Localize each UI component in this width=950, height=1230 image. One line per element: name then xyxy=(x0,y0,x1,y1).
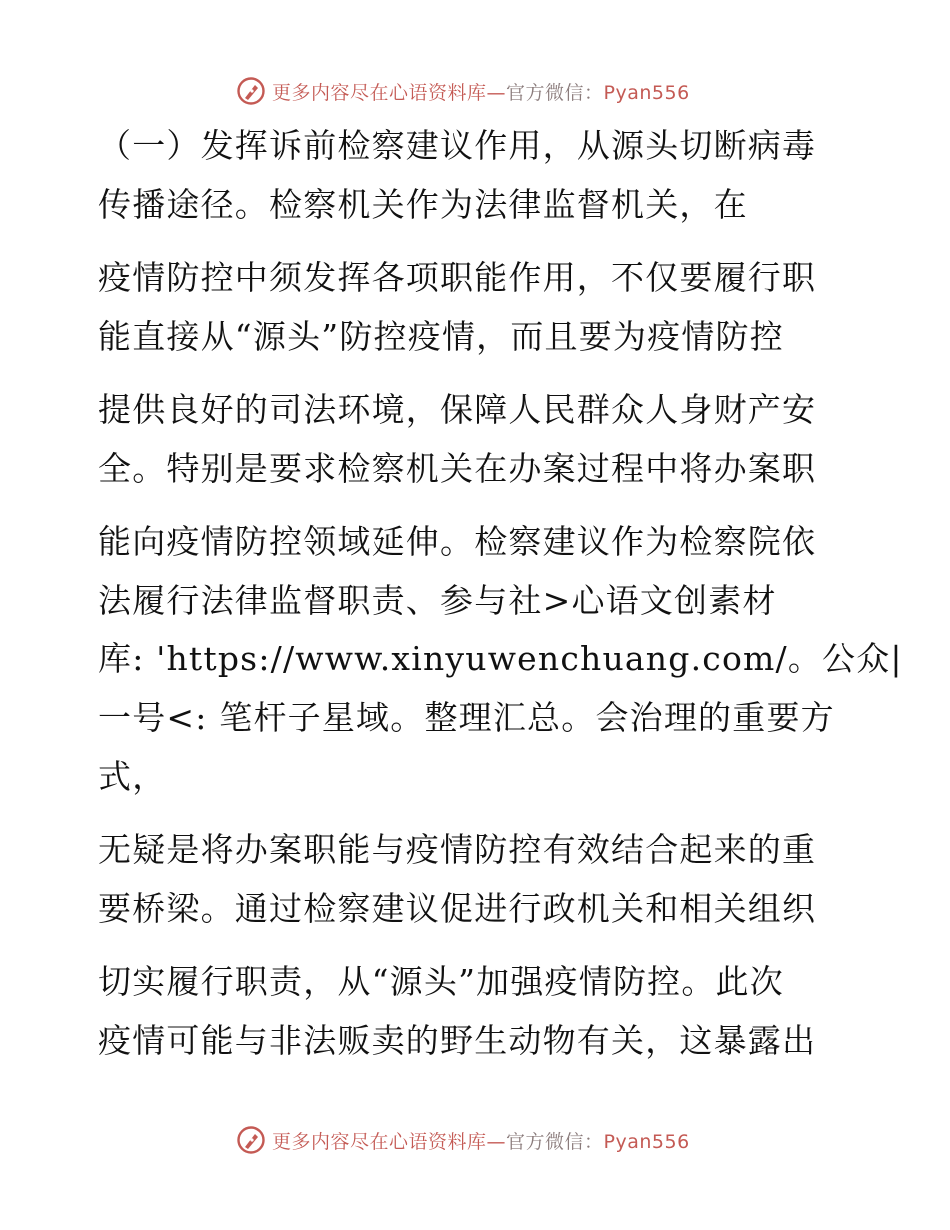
text-line: 全。特别是要求检察机关在办案过程中将办案职 xyxy=(98,449,817,488)
banner-main-text: 更多内容尽在心语资料库 xyxy=(272,1130,487,1153)
text-line: 一号<: 笔杆子星域。整理汇总。会治理的重要方 xyxy=(98,698,835,737)
text-line: 能直接从“源头”防控疫情，而且要为疫情防控 xyxy=(98,317,784,356)
banner-main-text: 更多内容尽在心语资料库 xyxy=(272,81,487,104)
banner-official-label: 官方微信： xyxy=(506,81,604,104)
text-line: 式， xyxy=(98,757,167,796)
banner-separator: — xyxy=(486,1130,507,1153)
text-line: （一）发挥诉前检察建议作用，从源头切断病毒 xyxy=(98,126,817,165)
text-line: 无疑是将办案职能与疫情防控有效结合起来的重 xyxy=(98,830,817,869)
banner-official-label: 官方微信： xyxy=(506,1130,604,1153)
text-line: 法履行法律监督职责、参与社>心语文创素材 xyxy=(98,581,777,620)
text-line: 疫情可能与非法贩卖的野生动物有关，这暴露出 xyxy=(98,1021,817,1060)
text-line: 要桥梁。通过检察建议促进行政机关和相关组织 xyxy=(98,889,817,928)
text-line: 切实履行职责，从“源头”加强疫情防控。此次 xyxy=(98,962,784,1001)
text-line: 传播途径。检察机关作为法律监督机关，在 xyxy=(98,185,748,224)
banner-wechat-id: Pyan556 xyxy=(603,1130,690,1153)
banner-separator: — xyxy=(486,81,507,104)
footer-watermark-banner xyxy=(236,1123,690,1157)
footer-watermark-text xyxy=(272,1127,690,1154)
pen-nib-circle-icon xyxy=(236,1125,266,1155)
text-line: 能向疫情防控领域延伸。检察建议作为检察院依 xyxy=(98,522,817,561)
text-line: 库: 'https://www.xinyuwenchuang.com/。公众| xyxy=(98,639,903,678)
text-line: 提供良好的司法环境，保障人民群众人身财产安 xyxy=(98,390,817,429)
banner-wechat-id: Pyan556 xyxy=(603,81,690,104)
text-line: 疫情防控中须发挥各项职能作用，不仅要履行职 xyxy=(98,258,817,297)
